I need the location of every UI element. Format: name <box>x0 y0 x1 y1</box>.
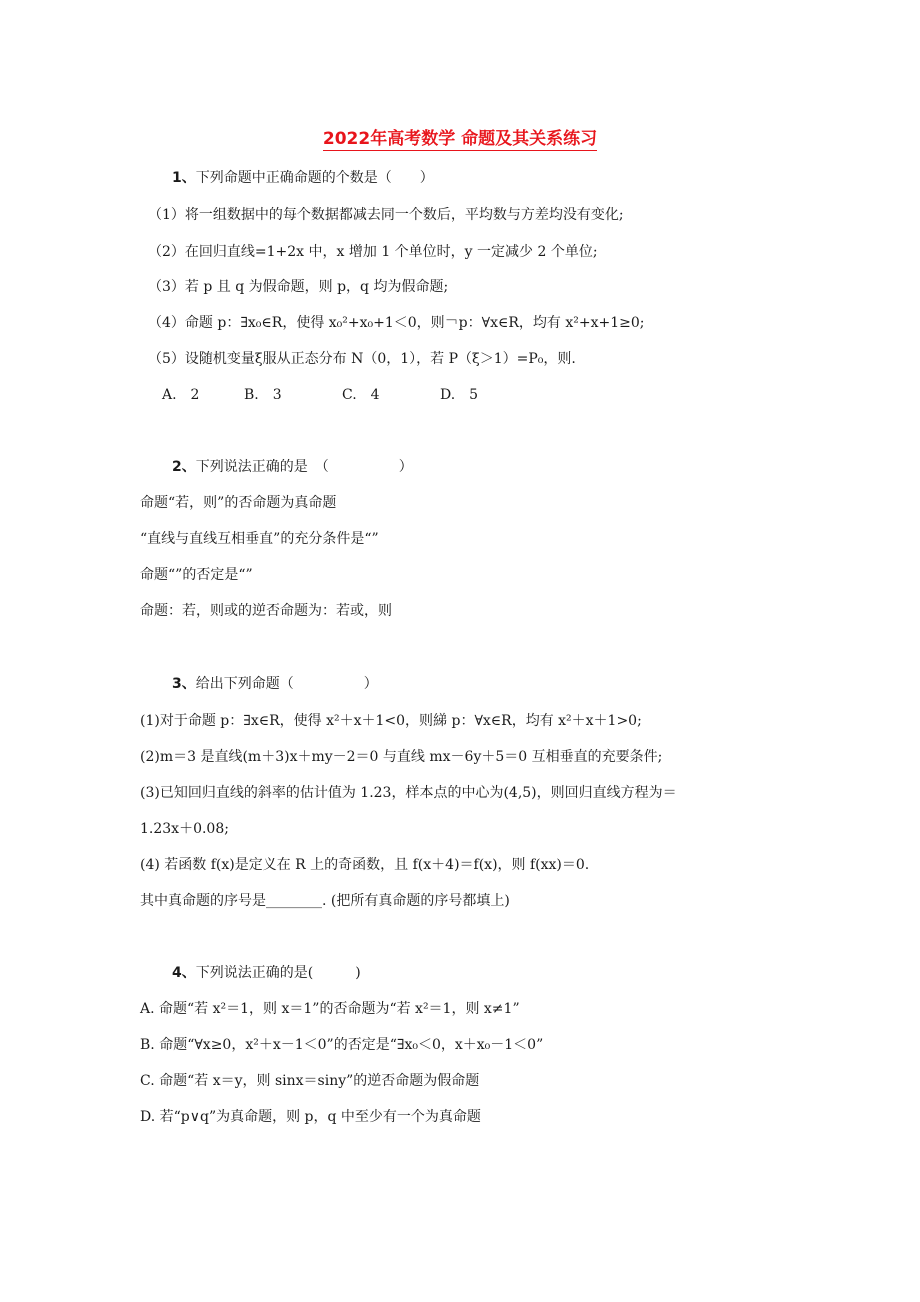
question-1-item: （2）在回归直线=1+2x 中，x 增加 1 个单位时，y 一定减少 2 个单位; <box>148 244 598 260</box>
option-d: D. 5 <box>440 387 479 403</box>
question-4-number: 4、 <box>172 965 196 981</box>
question-1-item: （5）设随机变量ξ服从正态分布 N（0，1），若 P（ξ＞1）=P₀，则. <box>148 351 576 367</box>
question-2-item: 命题“若，则”的否命题为真命题 <box>140 495 337 511</box>
question-4-option-a: A. 命题“若 x²＝1，则 x＝1”的否命题为“若 x²＝1，则 x≠1” <box>140 1001 520 1017</box>
question-2-heading <box>172 457 413 477</box>
question-3-heading <box>172 674 378 694</box>
question-4-option-d: D. 若“p∨q”为真命题，则 p，q 中至少有一个为真命题 <box>140 1109 481 1125</box>
question-3-number: 3、 <box>172 676 196 692</box>
question-4-heading <box>172 963 361 983</box>
question-2-text: 下列说法正确的是 （ ） <box>195 459 413 475</box>
question-2-item: 命题“”的否定是“” <box>140 567 253 583</box>
option-a: A. 2 <box>162 387 200 403</box>
question-3-text: 给出下列命题（ ） <box>195 676 378 692</box>
question-1-item: （4）命题 p：∃x₀∈R，使得 x₀²+x₀+1＜0，则￢p：∀x∈R，均有 x²+x+1≥0; <box>148 315 645 331</box>
question-4-text: 下列说法正确的是( ) <box>195 965 361 981</box>
question-2-number: 2、 <box>172 459 196 475</box>
question-3-item: (2)m＝3 是直线(m＋3)x＋my－2＝0 与直线 mx－6y＋5＝0 互相垂直的充要条件; <box>140 749 663 765</box>
question-1-item: （1）将一组数据中的每个数据都减去同一个数后，平均数与方差均没有变化; <box>148 207 624 223</box>
question-2-item: “直线与直线互相垂直”的充分条件是“” <box>140 531 379 547</box>
question-3-item: 1.23x＋0.08; <box>140 821 229 837</box>
option-c: C. 4 <box>342 387 380 403</box>
question-2-item: 命题：若，则或的逆否命题为：若或，则 <box>140 603 392 619</box>
question-4-option-b: B. 命题“∀x≥0，x²＋x－1＜0”的否定是“∃x₀＜0，x＋x₀－1＜0” <box>140 1037 544 1053</box>
document-title-wrap <box>0 124 920 149</box>
question-3-item: (3)已知回归直线的斜率的估计值为 1.23，样本点的中心为(4,5)，则回归直线方程为＝ <box>140 785 677 801</box>
document-title: 2022年高考数学 命题及其关系练习 <box>322 129 598 149</box>
question-1-options <box>162 385 478 405</box>
question-3-item: (1)对于命题 p：∃x∈R，使得 x²＋x＋1<0，则綈 p：∀x∈R，均有 x²＋x＋1>0; <box>140 713 642 729</box>
question-3-item: (4) 若函数 f(x)是定义在 R 上的奇函数，且 f(x＋4)＝f(x)，则 f(xx)＝0. <box>140 857 590 873</box>
question-1-item: （3）若 p 且 q 为假命题，则 p，q 均为假命题; <box>148 279 449 295</box>
question-4-option-c: C. 命题“若 x＝y，则 sinx＝siny”的逆否命题为假命题 <box>140 1073 480 1089</box>
question-1-number: 1、 <box>172 170 196 186</box>
question-1-text: 下列命题中正确命题的个数是（ ） <box>195 170 434 186</box>
option-b: B. 3 <box>244 387 282 403</box>
question-1-heading <box>172 168 434 188</box>
question-3-blank-prompt: 其中真命题的序号是________. (把所有真命题的序号都填上) <box>140 893 510 909</box>
